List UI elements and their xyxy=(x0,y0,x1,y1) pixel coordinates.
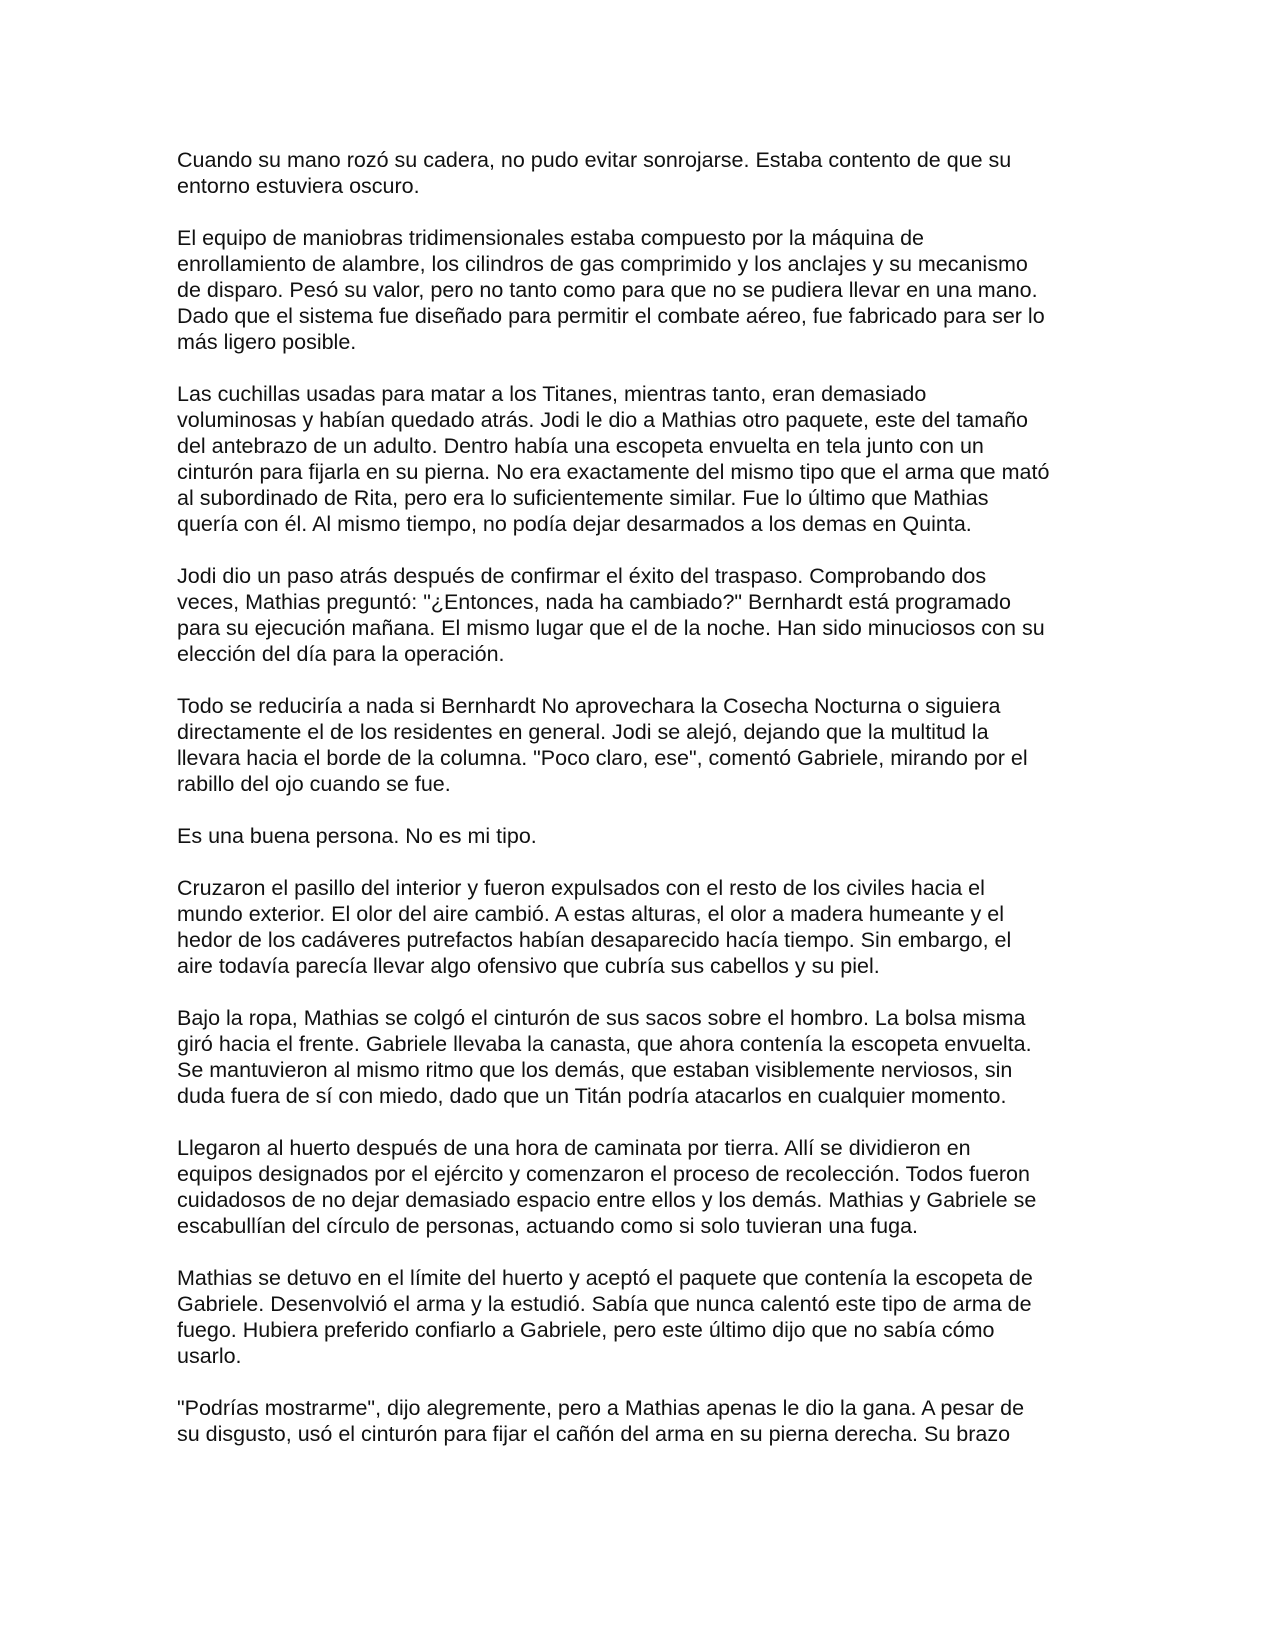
text-line: Mathias se detuvo en el límite del huerto y aceptó el paquete que contenía la escopeta de xyxy=(177,1266,1033,1290)
text-line: cinturón para fijarla en su pierna. No era exactamente del mismo tipo que el arma que mató xyxy=(177,460,1050,484)
text-line: giró hacia el frente. Gabriele llevaba la canasta, que ahora contenía la escopeta envuelta. xyxy=(177,1032,1032,1056)
text-line: rabillo del ojo cuando se fue. xyxy=(177,772,451,796)
paragraph xyxy=(177,563,1102,667)
paragraph xyxy=(177,1135,1102,1239)
text-line: Las cuchillas usadas para matar a los Titanes, mientras tanto, eran demasiado xyxy=(177,382,927,406)
text-line: voluminosas y habían quedado atrás. Jodi le dio a Mathias otro paquete, este del tamaño xyxy=(177,408,1028,432)
paragraph xyxy=(177,147,1102,199)
text-line: veces, Mathias preguntó: "¿Entonces, nada ha cambiado?" Bernhardt está programado xyxy=(177,590,1011,614)
text-line: usarlo. xyxy=(177,1344,242,1368)
text-line: de disparo. Pesó su valor, pero no tanto como para que no se pudiera llevar en una mano. xyxy=(177,278,1038,302)
text-line: entorno estuviera oscuro. xyxy=(177,174,420,198)
text-line: hedor de los cadáveres putrefactos habían desaparecido hacía tiempo. Sin embargo, el xyxy=(177,928,1012,952)
paragraph xyxy=(177,1005,1102,1109)
text-line: Es una buena persona. No es mi tipo. xyxy=(177,824,537,848)
paragraph xyxy=(177,1265,1102,1369)
document-page xyxy=(177,147,1102,1473)
text-line: Se mantuvieron al mismo ritmo que los demás, que estaban visiblemente nerviosos, sin xyxy=(177,1058,1013,1082)
text-line: Cruzaron el pasillo del interior y fueron expulsados con el resto de los civiles hacia el xyxy=(177,876,985,900)
text-line: duda fuera de sí con miedo, dado que un Titán podría atacarlos en cualquier momento. xyxy=(177,1084,1007,1108)
text-line: Gabriele. Desenvolvió el arma y la estudió. Sabía que nunca calentó este tipo de arma de xyxy=(177,1292,1032,1316)
text-line: elección del día para la operación. xyxy=(177,642,505,666)
text-line: El equipo de maniobras tridimensionales estaba compuesto por la máquina de xyxy=(177,226,924,250)
text-line: cuidadosos de no dejar demasiado espacio entre ellos y los demás. Mathias y Gabriele se xyxy=(177,1188,1037,1212)
text-line: al subordinado de Rita, pero era lo suficientemente similar. Fue lo último que Mathias xyxy=(177,486,989,510)
paragraph xyxy=(177,1395,1102,1447)
text-line: equipos designados por el ejército y comenzaron el proceso de recolección. Todos fueron xyxy=(177,1162,1030,1186)
text-line: Bajo la ropa, Mathias se colgó el cinturón de sus sacos sobre el hombro. La bolsa misma xyxy=(177,1006,1026,1030)
text-line: su disgusto, usó el cinturón para fijar el cañón del arma en su pierna derecha. Su brazo xyxy=(177,1422,1011,1446)
paragraph xyxy=(177,875,1102,979)
text-line: directamente el de los residentes en general. Jodi se alejó, dejando que la multitud la xyxy=(177,720,989,744)
text-line: del antebrazo de un adulto. Dentro había una escopeta envuelta en tela junto con un xyxy=(177,434,984,458)
text-line: llevara hacia el borde de la columna. "Poco claro, ese", comentó Gabriele, mirando por el xyxy=(177,746,1028,770)
text-line: Dado que el sistema fue diseñado para permitir el combate aéreo, fue fabricado para ser lo xyxy=(177,304,1045,328)
text-line: escabullían del círculo de personas, actuando como si solo tuvieran una fuga. xyxy=(177,1214,919,1238)
text-line: Jodi dio un paso atrás después de confirmar el éxito del traspaso. Comprobando dos xyxy=(177,564,987,588)
text-line: mundo exterior. El olor del aire cambió. A estas alturas, el olor a madera humeante y el xyxy=(177,902,1004,926)
paragraph xyxy=(177,381,1102,537)
paragraph xyxy=(177,693,1102,797)
text-line: Cuando su mano rozó su cadera, no pudo evitar sonrojarse. Estaba contento de que su xyxy=(177,148,1012,172)
text-line: enrollamiento de alambre, los cilindros de gas comprimido y los anclajes y su mecanismo xyxy=(177,252,1028,276)
text-line: más ligero posible. xyxy=(177,330,357,354)
text-line: "Podrías mostrarme", dijo alegremente, pero a Mathias apenas le dio la gana. A pesar de xyxy=(177,1396,1025,1420)
text-line: Llegaron al huerto después de una hora de caminata por tierra. Allí se dividieron en xyxy=(177,1136,971,1160)
text-line: aire todavía parecía llevar algo ofensivo que cubría sus cabellos y su piel. xyxy=(177,954,880,978)
text-line: quería con él. Al mismo tiempo, no podía dejar desarmados a los demas en Quinta. xyxy=(177,512,972,536)
paragraph xyxy=(177,225,1102,355)
text-line: Todo se reduciría a nada si Bernhardt No aprovechara la Cosecha Nocturna o siguiera xyxy=(177,694,1001,718)
document-body xyxy=(177,147,1102,1447)
text-line: para su ejecución mañana. El mismo lugar que el de la noche. Han sido minuciosos con su xyxy=(177,616,1045,640)
text-line: fuego. Hubiera preferido confiarlo a Gabriele, pero este último dijo que no sabía cómo xyxy=(177,1318,995,1342)
paragraph xyxy=(177,823,1102,849)
